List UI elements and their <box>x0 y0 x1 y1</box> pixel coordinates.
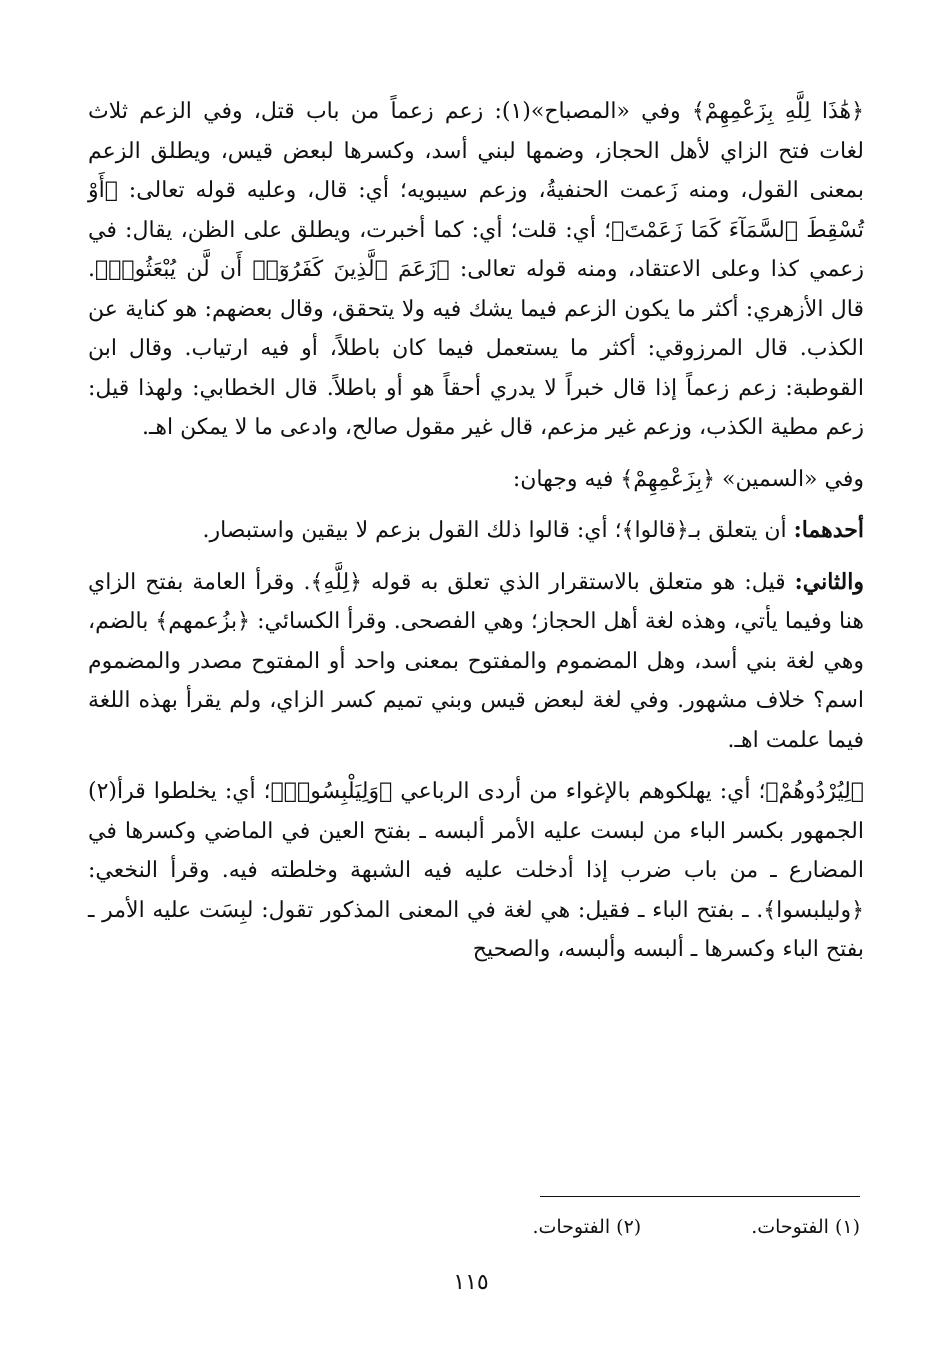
footnote-2: (٢) الفتوحات. <box>532 1216 642 1238</box>
footnotes <box>340 1216 860 1238</box>
paragraph-2-text: وفي «السمين» ﴿بِزَعْمِهِمْ﴾ فيه وجهان: <box>512 466 864 492</box>
paragraph-5 <box>88 772 864 970</box>
paragraph-3-label: أحدهما: <box>793 517 864 543</box>
page-number: ١١٥ <box>453 1270 489 1295</box>
paragraph-1 <box>88 92 864 448</box>
paragraph-3 <box>88 511 864 551</box>
paragraph-2 <box>88 460 864 500</box>
paragraph-4-text: قيل: هو متعلق بالاستقرار الذي تعلق به قوله ﴿لِلَّهِ﴾. وقرأ العامة بفتح الزاي هنا وفيما يأتي، وهذه لغة أهل الحجاز؛ وهي الفصحى. وقرأ الكسائي: ﴿بزُعمهم﴾ بالضم، وهي لغة بني أسد، وهل المضموم والمفتوح بمعنى واحد أو المفتوح مصدر والمضموم اسم؟ خلاف مشهور. وفي لغة لبعض قيس وبني تميم كسر الزاي، ولم يقرأ بهذه اللغة فيما علمت اهـ. <box>88 569 864 753</box>
paragraph-4-label: والثاني: <box>794 568 864 595</box>
paragraph-4 <box>88 563 864 761</box>
footnote-divider <box>540 1196 860 1197</box>
paragraph-3-text: أن يتعلق بـ﴿قالوا﴾؛ أي: قالوا ذلك القول بزعم لا بيقين واستبصار. <box>202 518 794 543</box>
paragraph-1-text: ﴿هَٰذَا لِلَّهِ بِزَعْمِهِمْ﴾ وفي «المصباح»(١): زعم زعماً من باب قتل، وفي الزعم ثلاث لغات فتح الزاي لأهل الحجاز، وضمها لبني أسد، وكسرها لبعض قيس، ويطلق الزعم بمعنى القول، ومنه زَعمت الحنفيةُ، وزعم سيبويه؛ أي: قال، وعليه قوله تعالى: ﴿أَوْ تُسْقِطَ ٱلسَّمَآءَ كَمَا زَعَمْتَ﴾؛ أي: قلت؛ أي: كما أخبرت، ويطلق على الظن، يقال: في زعمي كذا وعلى الاعتقاد، ومنه قوله تعالى: ﴿زَعَمَ ٱلَّذِينَ كَفَرُوٓا۟ أَن لَّن يُبْعَثُوا۟﴾. قال الأزهري: أكثر ما يكون الزعم فيما يشك فيه ولا يتحقق، وقال بعضهم: هو كناية عن الكذب. قال المرزوقي: أكثر ما يستعمل فيما كان باطلاً، أو فيه ارتياب. وقال ابن القوطبة: زعم زعماً إذا قال خبراً لا يدري أحقاً هو أو باطلاً. قال الخطابي: ولهذا قيل: زعم مطية الكذب، وزعم غير مزعم، قال غير مقول صالح، وادعى ما لا يمكن اهـ. <box>88 99 864 440</box>
paragraph-5-text: ﴿لِيُرْدُوهُمْ﴾؛ أي: يهلكوهم بالإغواء من أردى الرباعي ﴿وَلِيَلْبِسُوا۟﴾؛ أي: يخلطوا قرأ(٢) الجمهور بكسر الباء من لبست عليه الأمر ألبسه ـ بفتح العين في الماضي وكسرها في المضارع ـ من باب ضرب إذا أدخلت عليه فيه الشبهة وخلطته فيه. وقرأ النخعي: ﴿وليلبسوا﴾. ـ بفتح الباء ـ فقيل: هي لغة في المعنى المذكور تقول: لبِسَت عليه الأمر ـ بفتح الباء وكسرها ـ ألبسه وألبسه، والصحيح <box>88 779 864 962</box>
page-body <box>88 92 864 970</box>
footnote-1: (١) الفتوحات. <box>751 1216 860 1238</box>
